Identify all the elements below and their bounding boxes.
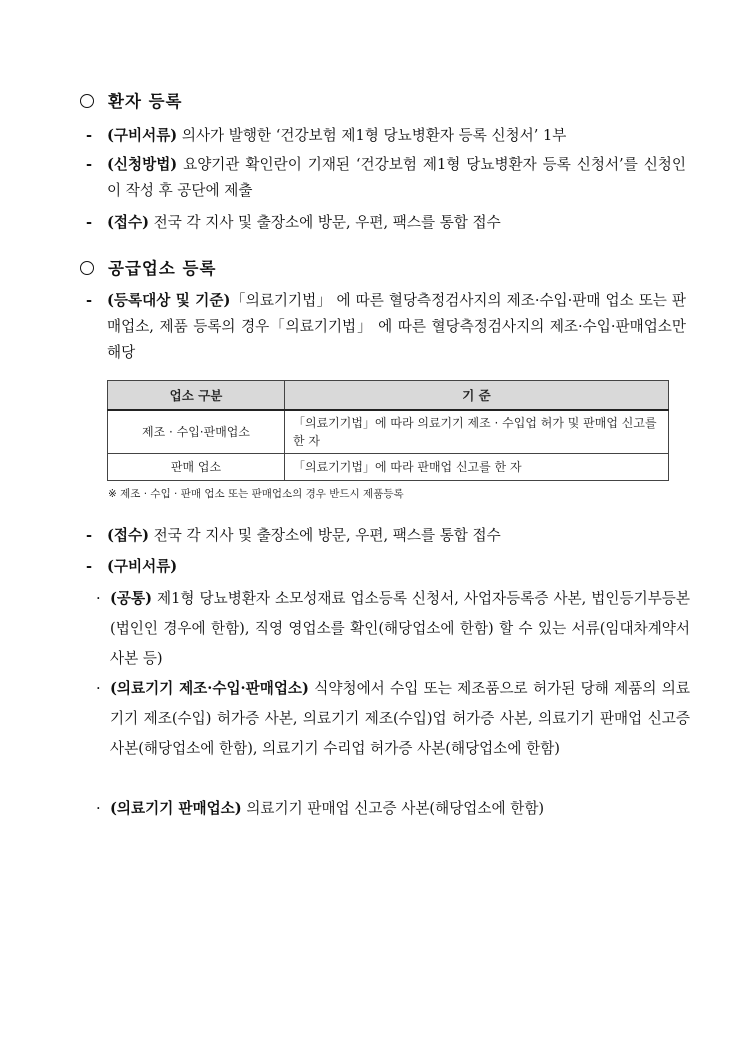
patient-reception: - (접수) 전국 각 지사 및 출장소에 방문, 우편, 팩스를 통합 접수 (86, 210, 686, 236)
documents-manufacturer-importer-seller: · (의료기기 제조·수입·판매업소) 식약청에서 수입 또는 제조품으로 허가된 당해 제품의 의료기기 제조(수입) 허가증 사본, 의료기기 제조(수입)업 허가증 사본, 의료기기 판매업 신고증 사본(해당업소에 한함), 의료기기 수리업 허가증 사본(해당업소에 한함) (96, 674, 690, 764)
dot-bullet: · (96, 680, 101, 697)
circle-bullet-icon (80, 261, 94, 275)
dash-bullet: - (86, 558, 93, 575)
patient-application-method: - (신청방법) 요양기관 확인란이 기재된 ‘건강보험 제1형 당뇨병환자 등록 신청서’를 신청인이 작성 후 공단에 제출 (86, 152, 686, 204)
table-header-category: 업소 구분 (108, 381, 285, 411)
dash-bullet: - (86, 156, 93, 173)
dash-bullet: - (86, 127, 93, 144)
supplier-criteria-table (107, 380, 669, 481)
documents-seller: · (의료기기 판매업소) 의료기기 판매업 신고증 사본(해당업소에 한함) (96, 794, 690, 824)
table-cell-category: 제조 · 수입·판매업소 (108, 410, 285, 454)
table-cell-criteria: 「의료기기법」에 따라 의료기기 제조 · 수입업 허가 및 판매업 신고를 한 자 (285, 410, 669, 454)
dash-bullet: - (86, 292, 93, 309)
dash-bullet: - (86, 527, 93, 544)
table-row (108, 454, 669, 481)
table-cell-category: 판매 업소 (108, 454, 285, 481)
dot-bullet: · (96, 800, 101, 817)
table-footnote: ※ 제조 · 수입 · 판매 업소 또는 판매업소의 경우 반드시 제품등록 (108, 488, 404, 500)
supplier-required-documents: - (구비서류) (86, 554, 686, 580)
dot-bullet: · (96, 590, 101, 607)
documents-common: · (공통) 제1형 당뇨병환자 소모성재료 업소등록 신청서, 사업자등록증 사본, 법인등기부등본(법인인 경우에 한함), 직영 영업소를 확인(해당업소에 한함) 할 수 있는 서류(임대차계약서 사본 등) (96, 584, 690, 674)
section-title-supplier-registration: 공급업소 등록 (80, 255, 216, 279)
dash-bullet: - (86, 214, 93, 231)
table-header-row (108, 381, 669, 411)
table-header-criteria: 기 준 (285, 381, 669, 411)
supplier-target-criteria: - (등록대상 및 기준)「의료기기법」 에 따른 혈당측정검사지의 제조·수입·판매 업소 또는 판매업소, 제품 등록의 경우「의료기기법」 에 따른 혈당측정검사지의 제조·수입·판매업소만 해당 (86, 288, 686, 366)
supplier-reception: - (접수) 전국 각 지사 및 출장소에 방문, 우편, 팩스를 통합 접수 (86, 523, 686, 549)
section-title-patient-registration: 환자 등록 (80, 88, 183, 112)
table-row (108, 410, 669, 454)
patient-required-documents: - (구비서류) 의사가 발행한 ‘건강보험 제1형 당뇨병환자 등록 신청서’ 1부 (86, 123, 686, 149)
table-cell-criteria: 「의료기기법」에 따라 판매업 신고를 한 자 (285, 454, 669, 481)
circle-bullet-icon (80, 94, 94, 108)
